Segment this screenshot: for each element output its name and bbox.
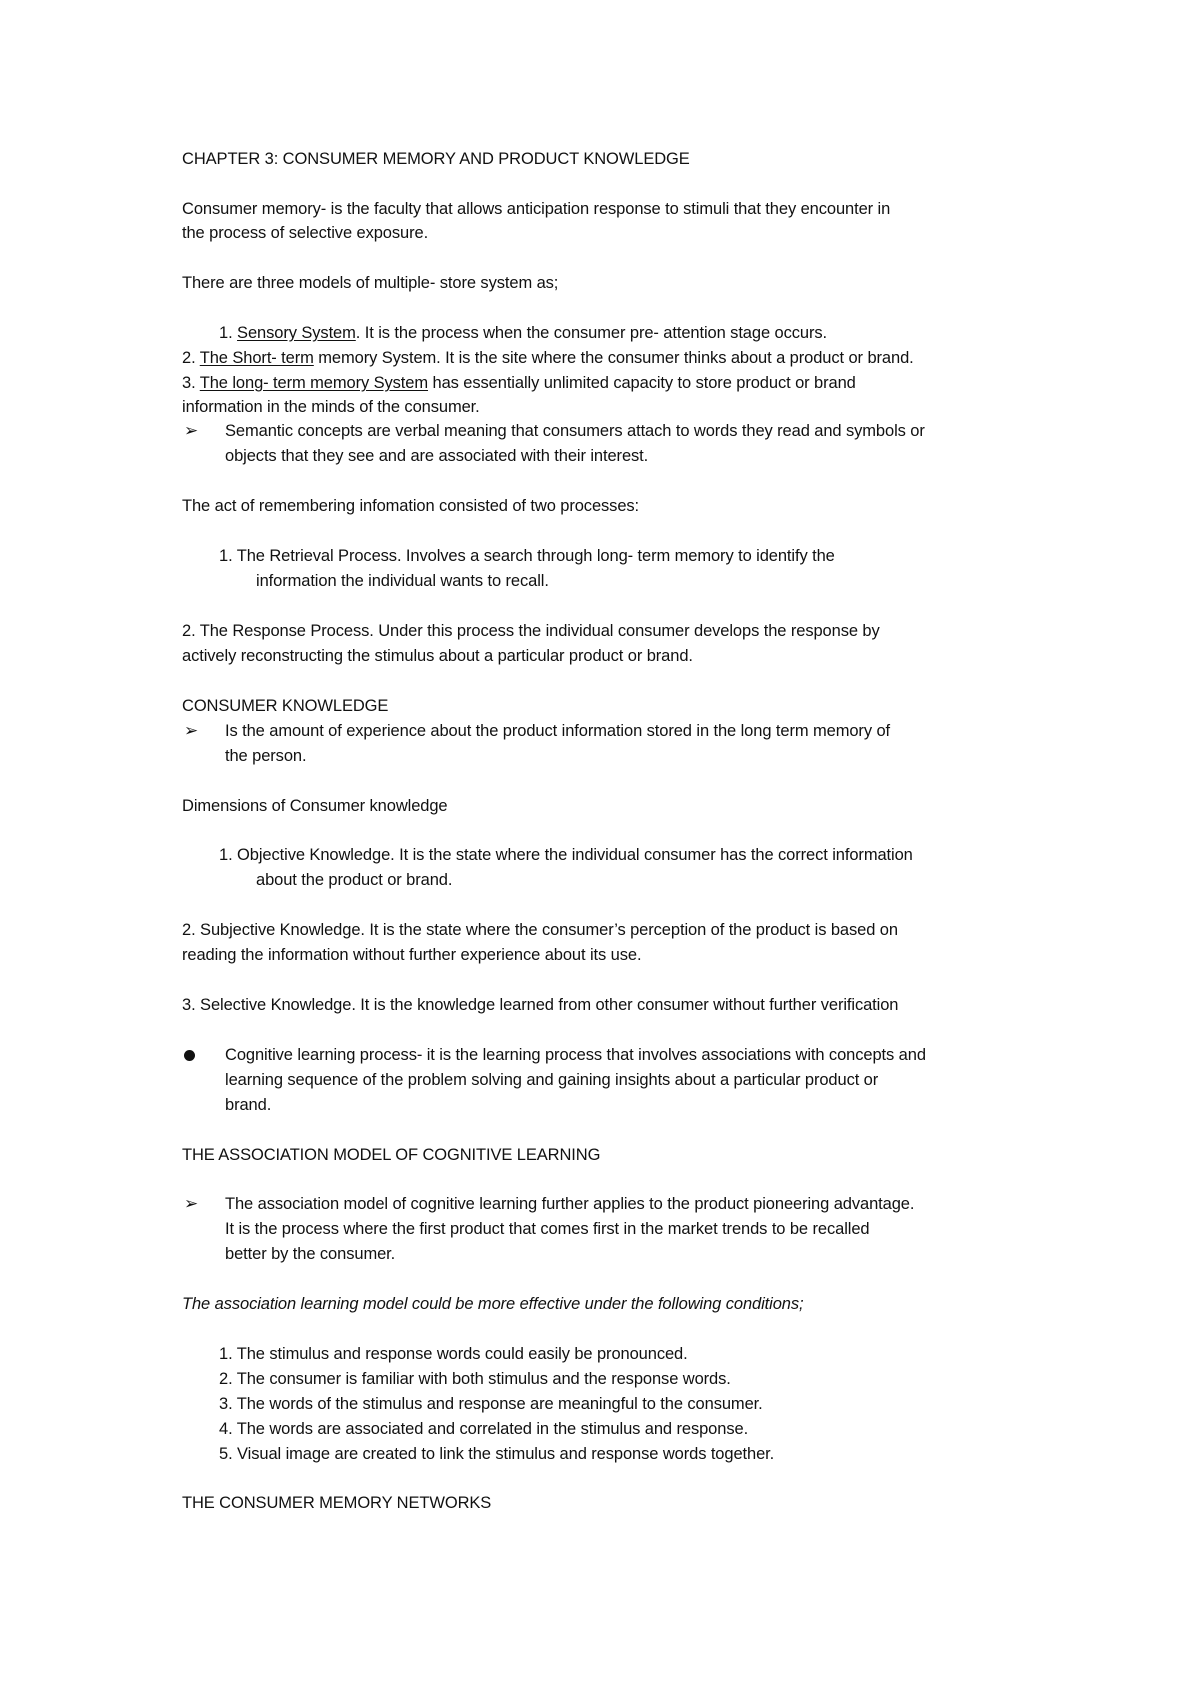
semantic-line-1: Semantic concepts are verbal meaning that consumers attach to words they read and symbols or: [225, 422, 925, 440]
model-1: [219, 322, 827, 344]
model-3-line-2: information in the minds of the consumer.: [182, 398, 480, 416]
condition-item: 2. The consumer is familiar with both stimulus and the response words.: [219, 1370, 731, 1388]
cognitive-line-3: brand.: [225, 1096, 272, 1114]
arrow-bullet-icon: ➢: [184, 721, 199, 740]
association-line-2: It is the process where the first product that comes first in the market trends to be recalled: [225, 1220, 870, 1238]
model-1-term: Sensory System: [237, 324, 356, 342]
dimensions-heading: Dimensions of Consumer knowledge: [182, 797, 448, 815]
bullet-dot-icon: [184, 1050, 195, 1061]
model-3-text: has essentially unlimited capacity to store product or brand: [428, 374, 856, 392]
chapter-title: CHAPTER 3: CONSUMER MEMORY AND PRODUCT KNOWLEDGE: [182, 150, 690, 168]
model-1-number: 1.: [219, 324, 233, 342]
response-line-1: 2. The Response Process. Under this process the individual consumer develops the response by: [182, 622, 880, 640]
association-heading: THE ASSOCIATION MODEL OF COGNITIVE LEARNING: [182, 1146, 601, 1164]
conditions-intro: The association learning model could be more effective under the following conditions;: [182, 1295, 804, 1313]
condition-item: 3. The words of the stimulus and response are meaningful to the consumer.: [219, 1395, 763, 1413]
intro-line-1: Consumer memory- is the faculty that allows anticipation response to stimuli that they encounter in: [182, 200, 891, 218]
remember-intro: The act of remembering infomation consisted of two processes:: [182, 497, 640, 515]
objective-line-2: about the product or brand.: [256, 871, 453, 889]
association-line-1: The association model of cognitive learning further applies to the product pioneering advantage.: [225, 1195, 915, 1213]
arrow-bullet-icon: ➢: [184, 421, 199, 440]
retrieval-line-2: information the individual wants to recall.: [256, 572, 549, 590]
subjective-line-2: reading the information without further experience about its use.: [182, 946, 642, 964]
knowledge-line-1: Is the amount of experience about the product information stored in the long term memory of: [225, 722, 891, 740]
condition-item: 1. The stimulus and response words could easily be pronounced.: [219, 1345, 688, 1363]
knowledge-heading: CONSUMER KNOWLEDGE: [182, 697, 389, 715]
networks-heading: THE CONSUMER MEMORY NETWORKS: [182, 1494, 492, 1512]
model-3: [182, 372, 856, 394]
condition-item: 5. Visual image are created to link the stimulus and response words together.: [219, 1445, 775, 1463]
semantic-line-2: objects that they see and are associated with their interest.: [225, 447, 649, 465]
knowledge-line-2: the person.: [225, 747, 307, 765]
model-2-number: 2.: [182, 349, 196, 367]
models-intro: There are three models of multiple- store system as;: [182, 274, 559, 292]
subjective-line-1: 2. Subjective Knowledge. It is the state where the consumer’s perception of the product is based on: [182, 921, 898, 939]
condition-item: 4. The words are associated and correlated in the stimulus and response.: [219, 1420, 749, 1438]
model-2: [182, 347, 914, 369]
response-line-2: actively reconstructing the stimulus about a particular product or brand.: [182, 647, 693, 665]
model-1-text: . It is the process when the consumer pre- attention stage occurs.: [355, 324, 828, 342]
arrow-bullet-icon: ➢: [184, 1194, 199, 1213]
intro-line-2: the process of selective exposure.: [182, 224, 429, 242]
objective-line-1: 1. Objective Knowledge. It is the state where the individual consumer has the correct information: [219, 846, 913, 864]
association-line-3: better by the consumer.: [225, 1245, 396, 1263]
model-3-number: 3.: [182, 374, 196, 392]
cognitive-line-1: Cognitive learning process- it is the learning process that involves associations with concepts and: [225, 1046, 926, 1064]
model-2-text: memory System. It is the site where the consumer thinks about a product or brand.: [313, 349, 914, 367]
cognitive-line-2: learning sequence of the problem solving and gaining insights about a particular product or: [225, 1071, 879, 1089]
retrieval-line-1: 1. The Retrieval Process. Involves a search through long- term memory to identify the: [219, 547, 835, 565]
selective-knowledge: 3. Selective Knowledge. It is the knowledge learned from other consumer without further verification: [182, 996, 899, 1014]
model-2-term: The Short- term: [199, 349, 314, 367]
model-3-term: The long- term memory System: [199, 374, 429, 392]
